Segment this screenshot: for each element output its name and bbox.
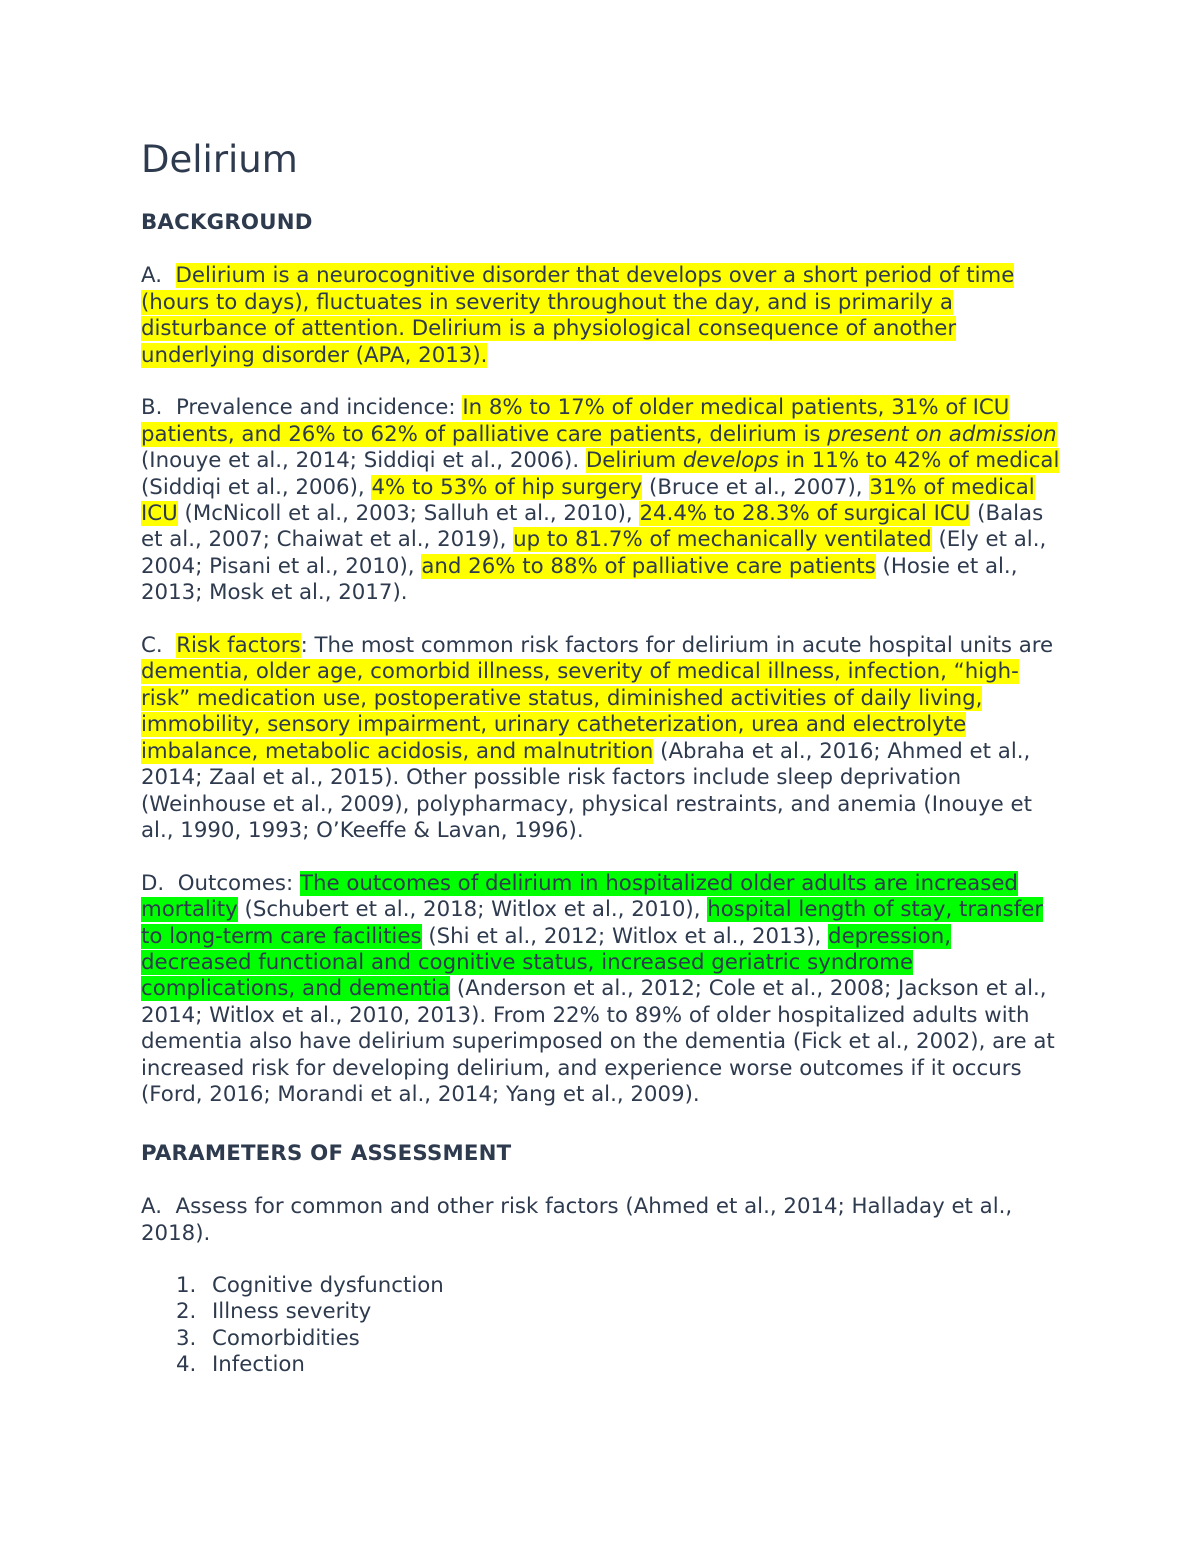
- list-number: 3.: [176, 1325, 197, 1351]
- paragraph-text: Outcomes:: [177, 870, 300, 896]
- highlighted-text: Risk factors: [176, 633, 301, 659]
- highlighted-text: The outcomes of delirium in hospitalized older adults are increased mortality: [141, 870, 1018, 923]
- risk-factor-list: [141, 1273, 1061, 1379]
- highlighted-text: Delirium: [585, 448, 683, 474]
- paragraph-text: (Shi et al., 2012; Witlox et al., 2013),: [421, 923, 829, 949]
- list-item-text: Illness severity: [212, 1299, 372, 1325]
- paragraph-text: (Abraha et al., 2016; Ahmed et al., 2014; Zaal et al., 2015). Other possible risk factors include sleep deprivation (Weinhouse et al., 2009), polypharmacy, physical restraints, and anemia (Inouye et al., 1990, 1993; O’Keeffe & Lavan, 1996).: [141, 738, 1032, 843]
- highlighted-text: develops: [682, 448, 779, 474]
- list-number: 1.: [176, 1272, 197, 1298]
- paragraph-text: Prevalence and incidence:: [175, 395, 463, 421]
- paragraph-text: (Hosie et al., 2013; Mosk et al., 2017).: [141, 553, 1018, 606]
- list-item-text: Infection: [212, 1352, 305, 1378]
- paragraph-b-prevalence: [141, 395, 1061, 606]
- paragraph-assessment-a: [141, 1194, 1061, 1247]
- paragraph-a-definition: [141, 263, 1061, 369]
- highlighted-text: hospital length of stay, transfer to long-term care facilities: [141, 897, 1044, 949]
- paragraph-text: (Schubert et al., 2018; Witlox et al., 2010),: [237, 897, 708, 923]
- highlighted-text: Delirium is a neurocognitive disorder that develops over a short period of time (hours to days), fluctuates in severity throughout the day, and is primarily a disturbance of attention. Delirium is a physiological consequence of another underlying disorder (APA, 2013).: [141, 263, 1015, 368]
- list-item: [141, 1352, 1061, 1378]
- highlighted-text: in 11% to 42% of medical: [778, 448, 1060, 474]
- list-item-text: Comorbidities: [212, 1325, 360, 1351]
- paragraph-label: B.: [141, 395, 163, 421]
- paragraph-text: (Anderson et al., 2012; Cole et al., 2008; Jackson et al., 2014; Witlox et al., 2010, 2013). From 22% to 89% of older hospitalized adults with dementia also have delirium superimposed on the dementia (Fick et al., 2002), are at increased risk for developing delirium, and experience worse outcomes if it occurs (Ford, 2016; Morandi et al., 2014; Yang et al., 2009).: [141, 976, 1055, 1107]
- highlighted-text: 31% of medical ICU: [141, 474, 1035, 527]
- highlighted-text: and 26% to 88% of palliative care patients: [421, 553, 876, 579]
- paragraph-text: : The most common risk factors for delirium in acute hospital units are: [300, 633, 1054, 659]
- paragraph-label: A.: [141, 263, 162, 289]
- paragraph-c-risk-factors: [141, 633, 1061, 844]
- paragraph-label: C.: [141, 633, 163, 659]
- paragraph-text: (Bruce et al., 2007),: [642, 474, 870, 500]
- document-page: [141, 138, 1061, 1379]
- highlighted-text: present on admission: [827, 421, 1057, 447]
- paragraph-text: (McNicoll et al., 2003; Salluh et al., 2010),: [177, 501, 640, 527]
- section-heading-assessment: PARAMETERS OF ASSESSMENT: [141, 1140, 512, 1166]
- paragraph-label: D.: [141, 870, 165, 896]
- section-heading-background: BACKGROUND: [141, 210, 313, 235]
- highlighted-text: In 8% to 17% of older medical patients, 31% of ICU patients, and 26% to 62% of palliative care patients, delirium is: [141, 395, 1010, 447]
- list-item: [141, 1273, 1061, 1299]
- paragraph-label: A.: [141, 1194, 162, 1220]
- paragraph-text: (Inouye et al., 2014; Siddiqi et al., 2006).: [141, 448, 586, 474]
- document-title: Delirium: [141, 138, 298, 181]
- highlighted-text: up to 81.7% of mechanically ventilated: [513, 527, 932, 553]
- paragraph-text: (Balas et al., 2007; Chaiwat et al., 2019),: [141, 501, 1044, 553]
- list-item: [141, 1326, 1061, 1352]
- highlighted-text: 4% to 53% of hip surgery: [371, 474, 643, 500]
- paragraph-text: (Siddiqi et al., 2006),: [141, 474, 372, 500]
- paragraph-text: Assess for common and other risk factors (Ahmed et al., 2014; Halladay et al., 2018).: [141, 1194, 1013, 1246]
- list-number: 4.: [176, 1352, 197, 1378]
- highlighted-text: dementia, older age, comorbid illness, severity of medical illness, infection, “high-risk” medication use, postoperative status, diminished activities of daily living, immobility, sensory impairment, urinary catheterization, urea and electrolyte imbalance, metabolic acidosis, and malnutrition: [141, 659, 1019, 764]
- list-item: [141, 1299, 1061, 1325]
- highlighted-text: depression, decreased functional and cognitive status, increased geriatric syndrome complications, and dementia: [141, 923, 951, 1002]
- highlighted-text: 24.4% to 28.3% of surgical ICU: [639, 501, 971, 527]
- list-item-text: Cognitive dysfunction: [212, 1272, 444, 1298]
- paragraph-d-outcomes: [141, 871, 1061, 1109]
- list-number: 2.: [176, 1299, 197, 1325]
- paragraph-text: (Ely et al., 2004; Pisani et al., 2010),: [141, 527, 1047, 579]
